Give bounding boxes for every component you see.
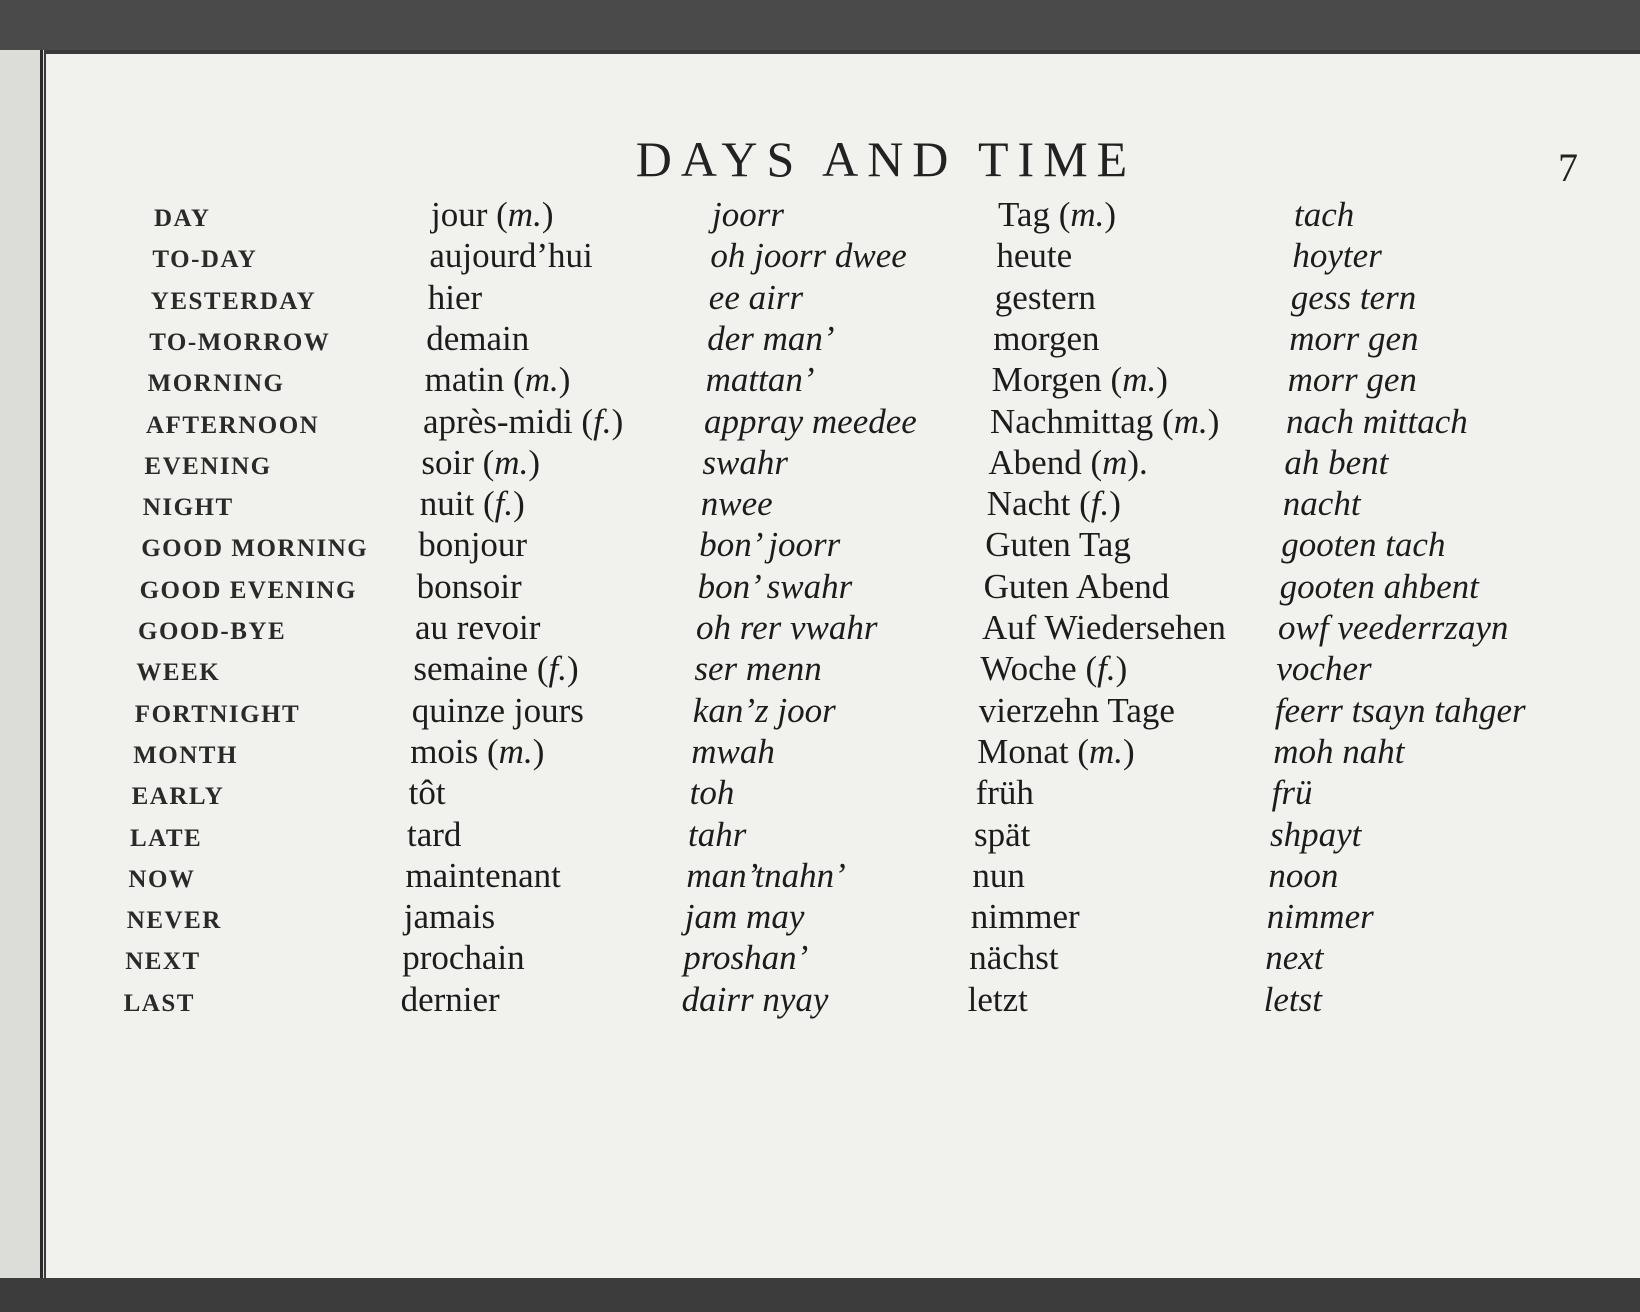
french-text-end: ) [611,401,624,441]
french-word [405,856,561,896]
french-gender: m. [494,442,529,482]
german-text: Nachmittag ( [990,401,1174,441]
vocab-row [17,938,1611,979]
german-pronunciation: feerr tsayn tahger [1274,690,1526,730]
vocab-row [44,236,1638,277]
french-word [423,402,623,442]
english-term: YESTERDAY [150,287,317,315]
german-gender: m [1102,442,1128,482]
german-word [968,980,1028,1020]
german-pronunciation: gooten ahbent [1279,566,1479,606]
vocab-row [46,195,1640,236]
french-word [429,236,592,276]
french-pronunciation: appray meedee [704,401,917,441]
french-pronunciation: nwee [700,484,773,524]
german-text: Woche ( [980,649,1098,689]
french-word [404,897,495,937]
french-gender: m. [524,360,559,400]
french-text: demain [426,318,530,358]
german-word [987,484,1121,524]
french-word [428,278,482,318]
french-text: prochain [402,938,525,978]
german-text: Guten Tag [985,525,1131,565]
german-text: Morgen ( [991,360,1123,400]
scan-bottom-border [0,1278,1640,1312]
vocab-row [19,897,1613,938]
vocab-row [22,815,1616,856]
english-term: DAY [154,205,211,232]
german-pronunciation: gess tern [1290,277,1417,317]
french-word [402,938,524,978]
french-text-end: ) [528,442,540,482]
french-text-end: ) [541,195,554,234]
german-text: Guten Abend [983,566,1170,606]
german-pronunciation: frü [1271,773,1313,813]
french-pronunciation: proshan’ [683,938,809,978]
english-term: GOOD MORNING [141,535,369,563]
german-gender: m. [1122,360,1157,400]
french-text: tard [407,814,462,854]
english-term: AFTERNOON [146,411,320,439]
german-text-end: ) [1115,649,1128,689]
french-pronunciation: tahr [688,814,747,854]
french-word [409,773,446,813]
vocab-row [27,691,1621,732]
french-text: quinze jours [411,690,584,730]
vocab-row [43,278,1637,319]
english-term: NEVER [126,907,222,935]
german-pronunciation: ah bent [1284,442,1389,482]
french-pronunciation: ee airr [708,277,804,317]
french-text: jamais [403,897,496,937]
german-text: früh [975,773,1034,813]
german-gender: m. [1088,731,1124,771]
german-pronunciation: moh naht [1273,731,1405,771]
french-pronunciation: bon’ joorr [699,525,841,565]
french-text-end: ) [513,484,525,524]
vocab-row [41,319,1635,360]
french-word [421,443,540,483]
german-pronunciation: noon [1268,855,1339,895]
french-word [415,608,540,648]
french-word [412,691,584,731]
german-pronunciation: letst [1263,979,1322,1019]
german-text: nimmer [970,897,1080,937]
english-term: MONTH [133,741,238,769]
book-page [46,54,1640,1278]
vocab-row [25,732,1619,773]
french-text: mois ( [410,731,499,771]
french-word [407,815,461,855]
german-pronunciation: morr gen [1287,360,1417,400]
german-gender: m. [1173,401,1208,441]
french-text: bonjour [418,525,528,565]
vocab-row [28,649,1622,690]
vocab-row [30,608,1624,649]
german-pronunciation: vocher [1276,649,1372,689]
french-pronunciation: der man’ [707,318,835,358]
french-word [420,484,525,524]
german-word [976,773,1034,813]
french-word [431,195,553,235]
french-text-end: ) [532,731,545,771]
english-term: FORTNIGHT [134,700,301,728]
german-word [984,567,1170,607]
vocab-row [24,773,1618,814]
german-word [982,608,1226,648]
french-text: après-midi ( [423,401,594,441]
french-pronunciation: joorr [712,195,784,234]
german-pronunciation: next [1265,938,1324,978]
german-pronunciation: nimmer [1266,897,1374,937]
french-pronunciation: dairr nyay [681,979,829,1019]
french-text-end: ) [566,649,579,689]
french-text: au revoir [415,608,541,647]
english-term: TO-DAY [152,246,258,274]
english-term: GOOD EVENING [139,576,357,604]
german-text: nächst [969,938,1059,978]
french-pronunciation: oh joorr dwee [710,236,907,276]
english-term: NEXT [125,948,201,976]
french-word [413,649,578,689]
german-pronunciation: nacht [1282,484,1361,524]
vocab-row [32,567,1626,608]
french-pronunciation: ser menn [694,649,822,689]
french-text: maintenant [405,855,561,895]
vocab-row [35,484,1629,525]
french-gender: f. [548,649,567,689]
french-text: aujourd’hui [429,236,593,276]
english-term: NOW [128,865,196,893]
german-pronunciation: nach mittach [1286,401,1468,441]
german-pronunciation: tach [1294,195,1355,234]
german-text: Auf Wiedersehen [982,608,1226,647]
german-word [980,649,1127,689]
vocab-row [40,360,1634,401]
german-pronunciation: owf veederrzayn [1278,608,1509,647]
german-text-end: ) [1207,401,1220,441]
french-word [425,360,571,400]
german-text: letzt [967,979,1028,1019]
english-term: TO-MORROW [149,328,331,356]
french-word [417,567,522,607]
french-text: jour ( [431,195,508,234]
german-text: nun [972,855,1025,895]
french-pronunciation: kan’z joor [692,690,836,730]
french-gender: f. [494,484,514,524]
german-word [969,938,1058,978]
french-pronunciation: bon’ swahr [697,566,853,606]
french-gender: m. [507,195,542,234]
german-pronunciation: shpayt [1270,814,1362,854]
german-word [974,815,1030,855]
french-gender: m. [498,731,533,771]
german-text-end: ). [1127,442,1148,482]
german-word [996,236,1072,276]
vocab-row [33,525,1627,566]
vocab-row [16,980,1610,1021]
french-text: dernier [400,979,500,1019]
german-word [972,856,1025,896]
german-word [990,402,1219,442]
german-word [988,443,1147,483]
german-text-end: ) [1104,195,1117,234]
german-word [993,319,1099,359]
english-term: GOOD-BYE [138,618,287,645]
english-term: EVENING [144,452,272,480]
english-term: MORNING [147,370,285,398]
english-term: LAST [123,989,195,1017]
french-pronunciation: jam may [684,897,805,937]
german-word [992,360,1168,400]
french-text-end: ) [558,360,571,400]
vocab-row [38,402,1632,443]
french-text: bonsoir [416,566,522,606]
french-pronunciation: toh [689,773,735,813]
page-number: 7 [1558,145,1578,190]
french-gender: f. [593,401,612,441]
german-pronunciation: gooten tach [1281,525,1446,565]
german-text-end: ) [1156,360,1168,400]
german-word [985,525,1131,565]
german-text: gestern [994,277,1096,317]
page-title: DAYS AND TIME [635,131,1137,187]
french-text: tôt [408,773,446,813]
french-text: nuit ( [419,484,495,524]
german-text-end: ) [1109,484,1121,524]
french-pronunciation: man’tnahn’ [686,855,846,895]
german-text: Tag ( [998,195,1071,234]
french-pronunciation: swahr [702,442,788,482]
german-word [995,278,1096,318]
french-text: hier [427,277,483,317]
german-gender: m. [1070,195,1105,234]
english-term: EARLY [131,783,225,811]
french-text: semaine ( [413,649,549,689]
german-pronunciation: morr gen [1289,318,1419,358]
vocab-row [36,443,1630,484]
english-term: NIGHT [142,494,234,522]
french-pronunciation: mattan’ [705,360,815,400]
german-text-end: ) [1123,731,1135,771]
scan-top-border [0,0,1640,50]
french-text: matin ( [424,360,525,400]
german-text: spät [974,814,1031,854]
german-word [971,897,1080,937]
german-text: vierzehn Tage [978,690,1175,730]
french-word [426,319,529,359]
german-word [977,732,1134,772]
english-term: WEEK [136,659,221,687]
french-word [410,732,544,772]
german-text: morgen [993,318,1100,358]
german-word [998,195,1116,235]
french-pronunciation: oh rer vwahr [696,608,878,647]
german-text: heute [996,236,1073,276]
vocab-row [20,856,1614,897]
french-pronunciation: mwah [691,731,775,771]
german-text: Monat ( [977,731,1089,771]
french-word [401,980,500,1020]
french-text: soir ( [421,442,495,482]
german-word [979,691,1175,731]
french-word [418,525,527,565]
english-term: LATE [130,824,203,852]
german-pronunciation: hoyter [1292,236,1382,276]
german-gender: f. [1097,649,1116,689]
german-text: Nacht ( [986,484,1091,524]
german-text: Abend ( [988,442,1103,482]
german-gender: f. [1090,484,1110,524]
